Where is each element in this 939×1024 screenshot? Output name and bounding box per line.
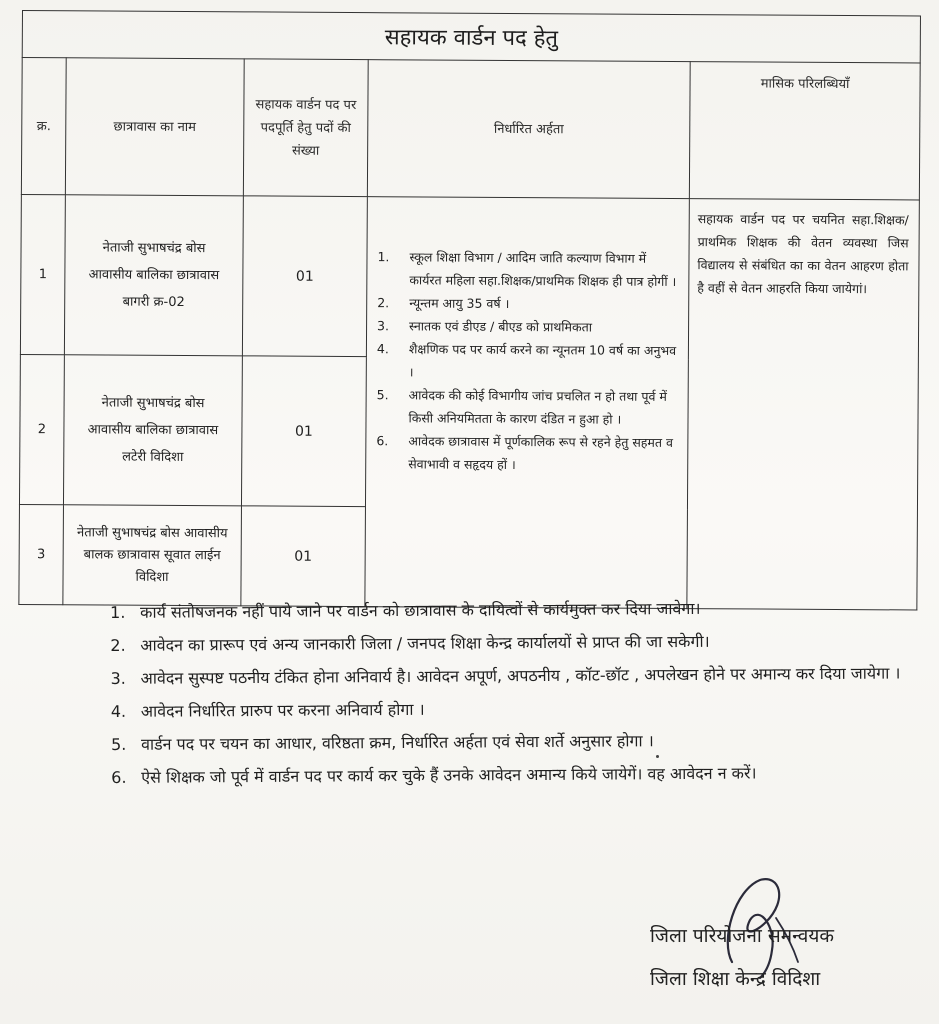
- table-title: सहायक वार्डन पद हेतु: [22, 11, 920, 63]
- row-hostel-name: नेताजी सुभाषचंद्र बोस आवासीय बालिका छात्रावास लटेरी विदिशा: [63, 355, 242, 506]
- qualification-item: [377, 291, 680, 316]
- ink-dot: [656, 755, 659, 758]
- row-hostel-name: नेताजी सुभाषचंद्र बोस आवासीय बालक छात्रावास सूवात लाईन विदिशा: [63, 505, 242, 606]
- row-posts: 01: [241, 506, 366, 607]
- qualification-num: 4.: [376, 341, 389, 357]
- qualification-text: शैक्षणिक पद पर कार्य करने का न्यूनतम 10 वर्ष का अनुभव ।: [408, 341, 677, 380]
- note-text: आवेदन सुस्पष्ट पठनीय टंकित होना अनिवार्य है। आवेदन अपूर्ण, अपठनीय , कॉट-छॉट , अपलेखन होने पर अमान्य कर दिया जायेगा ।: [140, 663, 901, 688]
- qualification-item: [377, 337, 680, 385]
- note-item: [111, 689, 911, 728]
- qualification-item: [376, 429, 679, 477]
- note-item: [110, 623, 910, 662]
- qualification-text: न्यून्तम आयु 35 वर्ष ।: [409, 295, 510, 311]
- row-serial: 2: [19, 354, 64, 504]
- row-serial: 1: [20, 194, 65, 354]
- qualification-num: 1.: [377, 249, 390, 265]
- note-num: 6.: [111, 767, 127, 787]
- header-posts: सहायक वार्डन पद पर पदपूर्ति हेतु पदों की संख्या: [243, 59, 368, 197]
- qualification-num: 5.: [376, 387, 389, 403]
- qualification-num: 2.: [377, 295, 390, 311]
- note-num: 1.: [110, 602, 126, 622]
- note-text: ऐसे शिक्षक जो पूर्व में वार्डन पद पर कार्य कर चुके हैं उनके आवेदन अमान्य किये जायेगें। वह आवेदन न करें।: [141, 763, 757, 787]
- header-serial: क्र.: [21, 58, 66, 195]
- qualification-list: [376, 245, 680, 477]
- note-item: [110, 590, 910, 629]
- header-hostel-name: छात्रावास का नाम: [65, 58, 244, 196]
- note-text: आवेदन निर्धारित प्रारुप पर करना अनिवार्य होगा ।: [140, 699, 425, 721]
- qualification-text: स्नातक एवं डीएड / बीएड को प्राथमिकता: [409, 318, 593, 335]
- qualification-num: 3.: [377, 318, 390, 334]
- note-num: 5.: [110, 734, 127, 754]
- note-item: [110, 656, 910, 695]
- notes-list: [110, 590, 911, 794]
- note-item: [111, 755, 911, 794]
- note-item: [111, 722, 911, 761]
- row-serial: 3: [19, 504, 64, 604]
- row-posts: 01: [242, 196, 367, 357]
- note-num: 3.: [110, 668, 126, 688]
- signature-block: [620, 870, 920, 1020]
- qualification-item: [377, 314, 680, 339]
- qualification-cell: [365, 197, 689, 609]
- qualification-text: आवेदक की कोई विभागीय जांच प्रचलित न हो तथा पूर्व में किसी अनियमितता के कारण दंडित न हुआ हो ।: [408, 387, 667, 427]
- note-text: आवेदन का प्रारूप एवं अन्य जानकारी जिला / जनपद शिक्षा केन्द्र कार्यालयों से प्राप्त की जा सकेगी।: [140, 631, 710, 655]
- row-posts: 01: [241, 356, 366, 507]
- qualification-text: आवेदक छात्रावास में पूर्णकालिक रूप से रहने हेतु सहमत व सेवाभावी व सहृदय हों ।: [408, 433, 674, 473]
- qualification-item: [377, 245, 680, 293]
- warden-post-table: [18, 10, 921, 610]
- qualification-num: 6.: [376, 433, 389, 449]
- table-row: [20, 194, 919, 359]
- signatory-title: जिला परियोजना समन्वयक: [650, 925, 834, 947]
- qualification-text: स्कूल शिक्षा विभाग / आदिम जाति कल्याण विभाग में कार्यरत महिला सहा.शिक्षक/प्राथमिक शिक्षक ही पात्र होगीं ।: [409, 249, 677, 290]
- note-text: कार्य संतोषजनक नहीं पाये जाने पर वार्डन को छात्रावास के दायित्वों से कार्यमुक्त कर दिया जावेगा।: [140, 598, 701, 622]
- header-qualification: निर्धारित अर्हता: [367, 60, 690, 199]
- header-remuneration: मासिक परिलब्धियाँ: [689, 62, 920, 200]
- qualification-item: [376, 383, 679, 431]
- note-text: वार्डन पद पर चयन का आधार, वरिष्ठता क्रम, निर्धारित अर्हता एवं सेवा शर्ते अनुसार होगा ।: [140, 731, 654, 754]
- note-num: 4.: [110, 701, 127, 721]
- signatory-office: जिला शिक्षा केन्द्र विदिशा: [650, 968, 821, 990]
- remuneration-cell: सहायक वार्डन पद पर चयनित सहा.शिक्षक/प्राथमिक शिक्षक की वेतन व्यवस्था जिस विद्यालय से संबंधित का का वेतन आहरण होता है वहीं से वेतन आहरति किया जायेगां।: [687, 199, 920, 610]
- row-hostel-name: नेताजी सुभाषचंद्र बोस आवासीय बालिका छात्रावास बागरी क्र-02: [64, 195, 243, 356]
- note-num: 2.: [110, 635, 126, 655]
